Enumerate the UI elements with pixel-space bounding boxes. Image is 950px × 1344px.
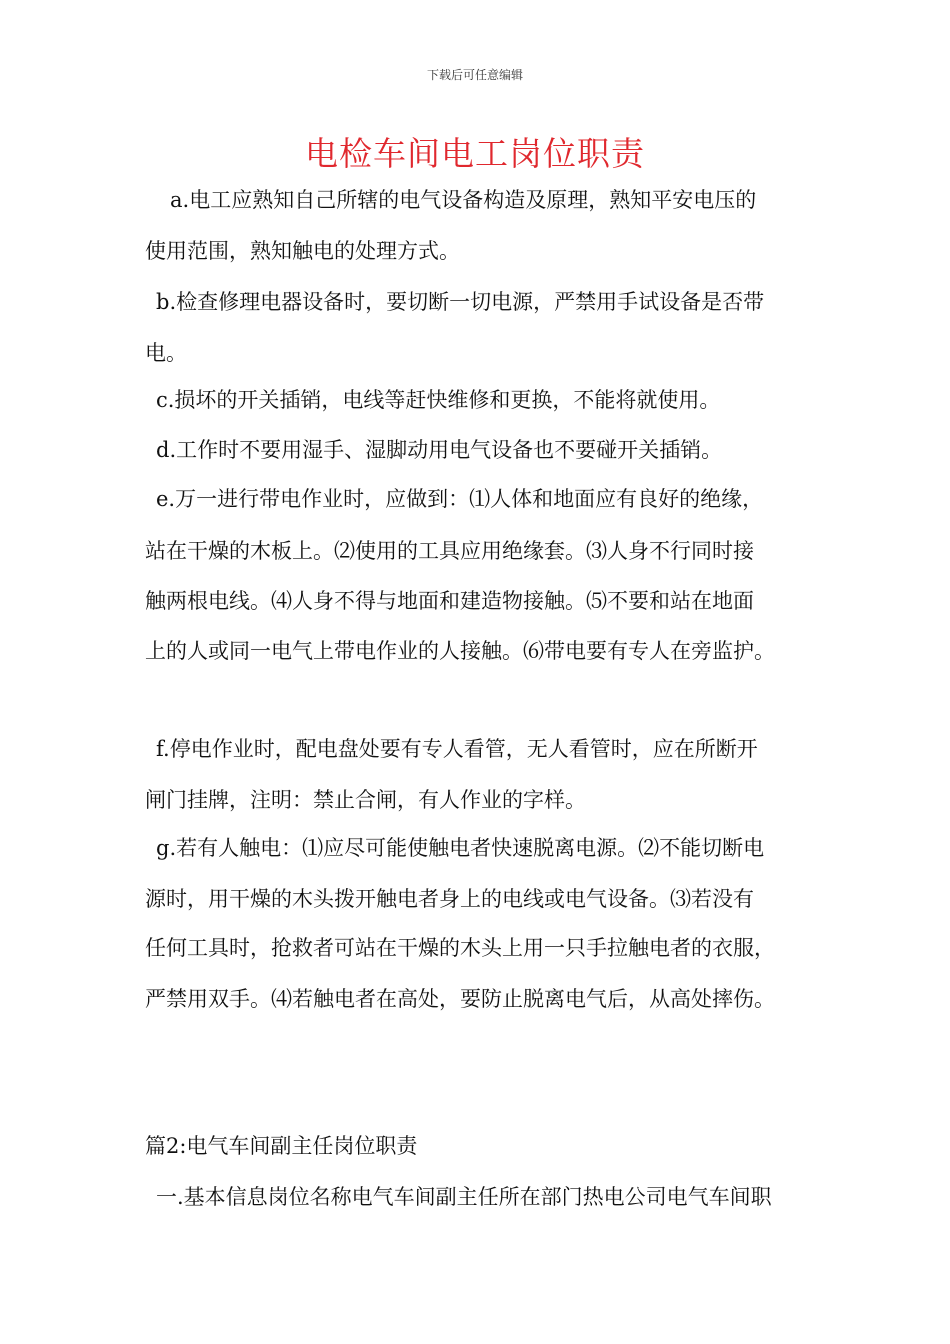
paragraph-b-line-1: b.检查修理电器设备时，要切断一切电源，严禁用手试设备是否带 — [156, 290, 765, 314]
paragraph-d: d.工作时不要用湿手、湿脚动用电气设备也不要碰开关插销。 — [156, 438, 723, 462]
paragraph-a-line-2: 使用范围，熟知触电的处理方式。 — [145, 239, 460, 263]
paragraph-c: c.损坏的开关插销，电线等赶快维修和更换，不能将就使用。 — [156, 388, 721, 412]
paragraph-e-line-4: 上的人或同一电气上带电作业的人接触。⑹带电要有专人在旁监护。 — [145, 639, 775, 663]
paragraph-g-line-3: 任何工具时，抢救者可站在干燥的木头上用一只手拉触电者的衣服， — [145, 936, 775, 960]
paragraph-g-line-2: 源时，用干燥的木头拨开触电者身上的电线或电气设备。⑶若没有 — [145, 887, 754, 911]
paragraph-f-line-2: 闸门挂牌，注明：禁止合闸，有人作业的字样。 — [145, 788, 586, 812]
paragraph-e-line-1: e.万一进行带电作业时，应做到：⑴人体和地面应有良好的绝缘， — [156, 487, 764, 511]
paragraph-e-line-2: 站在干燥的木板上。⑵使用的工具应用绝缘套。⑶人身不行同时接 — [145, 539, 754, 563]
page-header: 下载后可任意编辑 — [426, 68, 523, 82]
paragraph-g-line-1: g.若有人触电：⑴应尽可能使触电者快速脱离电源。⑵不能切断电 — [156, 836, 765, 860]
document-title: 电检车间电工岗位职责 — [305, 134, 645, 173]
paragraph-b-line-2: 电。 — [145, 341, 187, 365]
section-2-heading: 篇2:电气车间副主任岗位职责 — [145, 1134, 418, 1158]
paragraph-g-line-4: 严禁用双手。⑷若触电者在高处，要防止脱离电气后，从高处摔伤。 — [145, 987, 775, 1011]
paragraph-a-line-1: a.电工应熟知自己所辖的电气设备构造及原理，熟知平安电压的 — [170, 188, 757, 212]
paragraph-e-line-3: 触两根电线。⑷人身不得与地面和建造物接触。⑸不要和站在地面 — [145, 589, 754, 613]
section-2-line-1: 一.基本信息岗位名称电气车间副主任所在部门热电公司电气车间职 — [156, 1185, 772, 1209]
paragraph-f-line-1: f.停电作业时，配电盘处要有专人看管，无人看管时，应在所断开 — [156, 737, 758, 761]
